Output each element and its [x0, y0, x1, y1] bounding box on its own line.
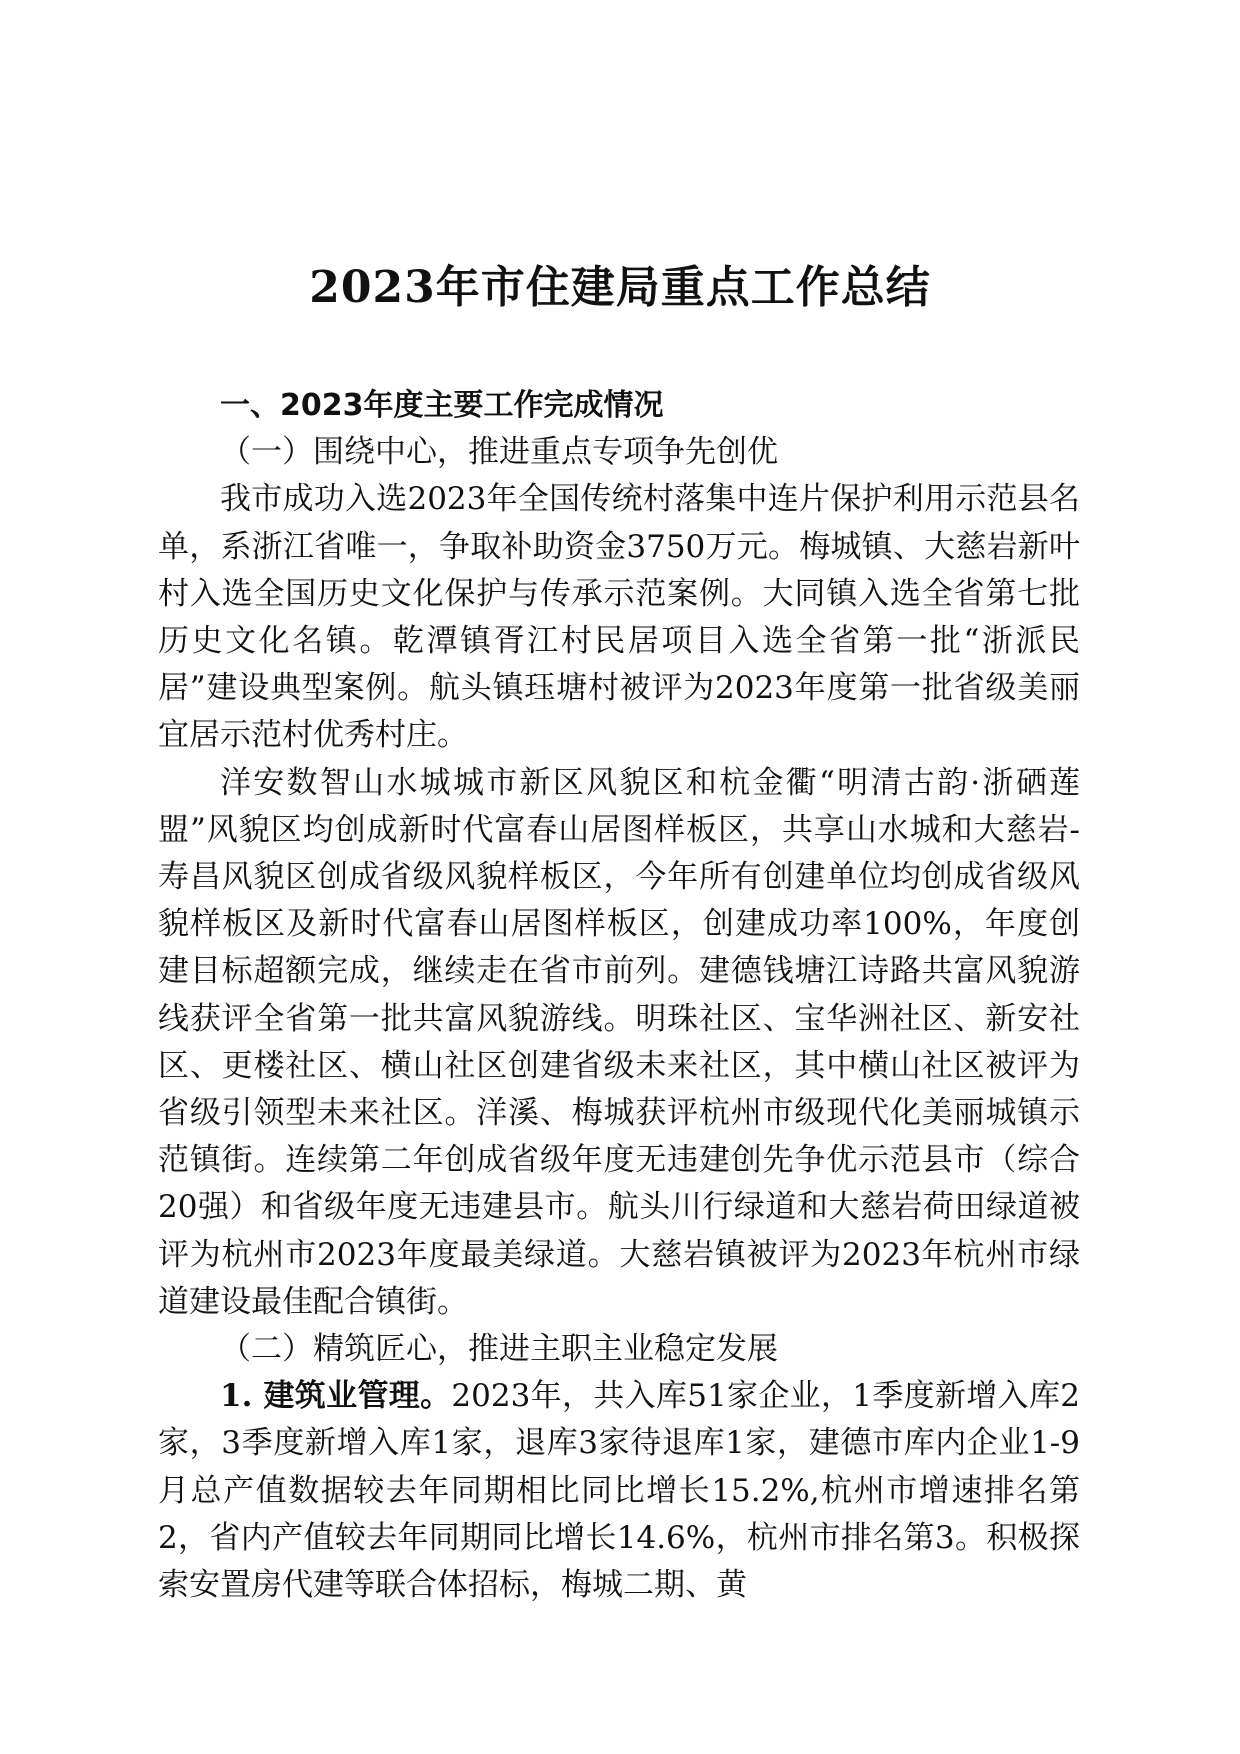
paragraph-3	[158, 1373, 1080, 1609]
subsection-heading-1: （一）围绕中心，推进重点专项争先创优	[220, 434, 778, 471]
paragraph-3-lead: 1. 建筑业管理。	[220, 1378, 452, 1415]
paragraph-1: 我市成功入选2023年全国传统村落集中连片保护利用示范县名单，系浙江省唯一，争取补助资金3750万元。梅城镇、大慈岩新叶村入选全国历史文化保护与传承示范案例。大同镇入选全省第七批历史文化名镇。乾潭镇胥江村民居项目入选全省第一批“浙派民居”建设典型案例。航头镇珏塘村被评为2023年度第一批省级美丽宜居示范村优秀村庄。	[158, 481, 1080, 754]
document-title: 2023年市住建局重点工作总结	[309, 262, 931, 313]
subsection-heading-2: （二）精筑匠心，推进主职主业稳定发展	[220, 1331, 778, 1368]
document-body	[158, 382, 1080, 1609]
section-heading-1: 一、2023年度主要工作完成情况	[220, 388, 664, 423]
paragraph-2: 洋安数智山水城城市新区风貌区和杭金衢“明清古韵·浙硒莲盟”风貌区均创成新时代富春山居图样板区，共享山水城和大慈岩-寿昌风貌区创成省级风貌样板区，今年所有创建单位均创成省级风貌样板区及新时代富春山居图样板区，创建成功率100%，年度创建目标超额完成，继续走在省市前列。建德钱塘江诗路共富风貌游线获评全省第一批共富风貌游线。明珠社区、宝华洲社区、新安社区、更楼社区、横山社区创建省级未来社区，其中横山社区被评为省级引领型未来社区。洋溪、梅城获评杭州市级现代化美丽城镇示范镇街。连续第二年创成省级年度无违建创先争优示范县市（综合20强）和省级年度无违建县市。航头川行绿道和大慈岩荷田绿道被评为杭州市2023年度最美绿道。大慈岩镇被评为2023年杭州市绿道建设最佳配合镇街。	[158, 764, 1080, 1320]
paragraph-3-body: 2023年，共入库51家企业，1季度新增入库2家，3季度新增入库1家，退库3家待退库1家，建德市库内企业1-9月总产值数据较去年同期相比同比增长15.2%,杭州市增速排名第2，省内产值较去年同期同比增长14.6%，杭州市排名第3。积极探索安置房代建等联合体招标，梅城二期、黄	[158, 1378, 1080, 1604]
